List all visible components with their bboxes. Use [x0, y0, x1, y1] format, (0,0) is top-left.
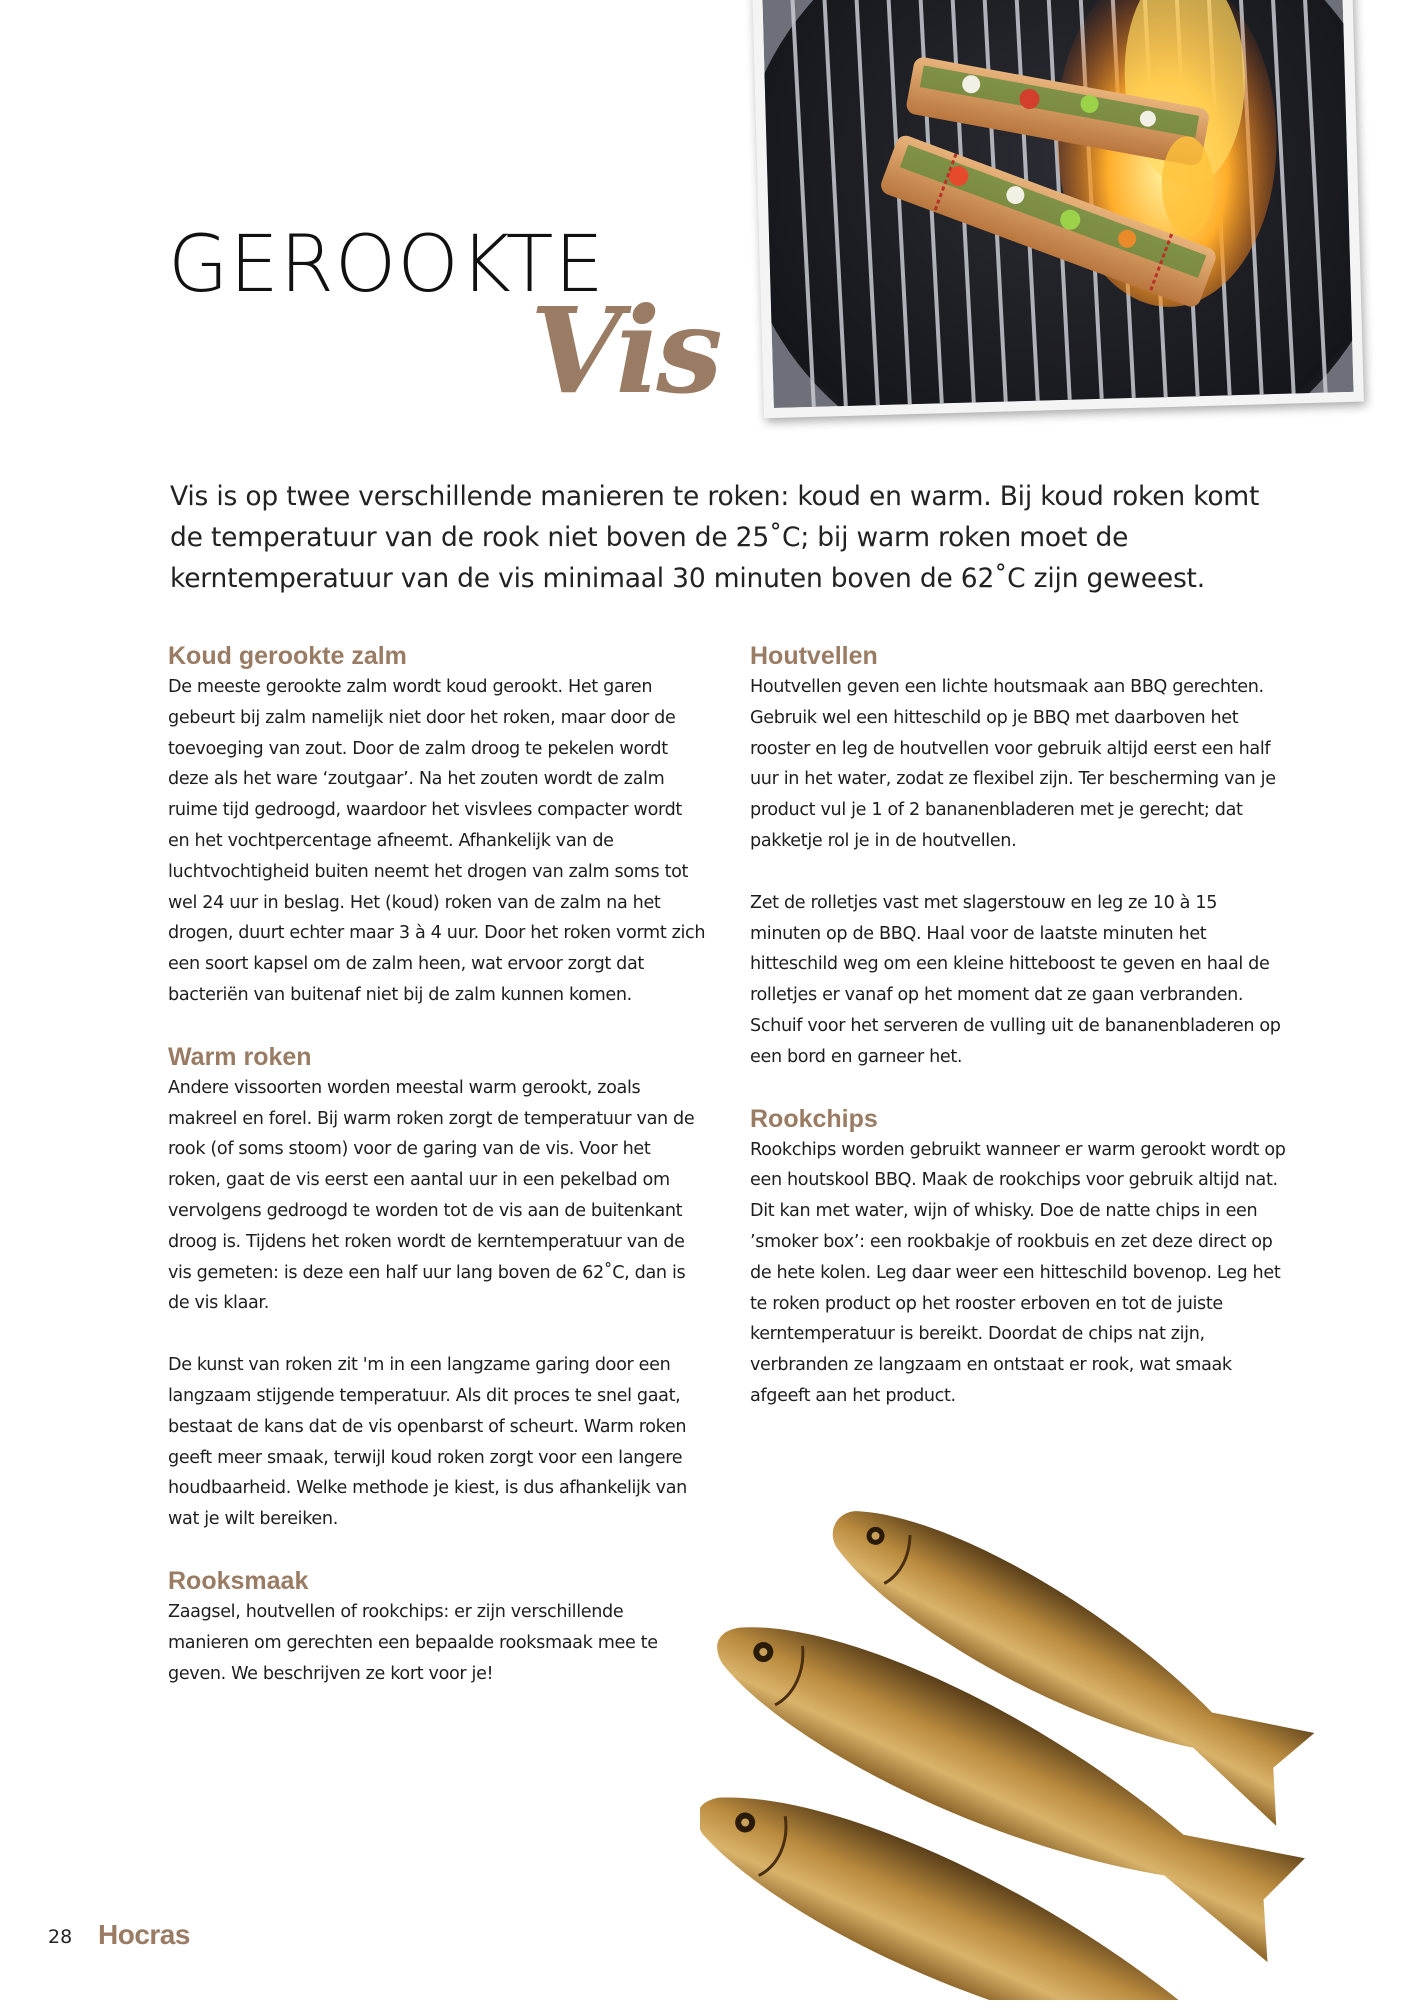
section-text-rooksmaak: Zaagsel, houtvellen of rookchips: er zijn verschillende manieren om gerechten een bepaalde rooksmaak mee te geven. We beschrijven ze kort voor je!	[168, 1601, 658, 1684]
section-text-houtvellen-1: Houtvellen geven een lichte houtsmaak aan BBQ gerechten. Gebruik wel een hitteschild op je BBQ met daarboven het rooster en leg de houtvellen voor gebruik altijd eerst een half uur in het water, zodat ze flexibel zijn. Ter bescherming van je product vul je 1 of 2 bananenbladeren met je gerecht; dat pakketje rol je in de houtvellen.	[750, 677, 1276, 851]
right-column	[750, 640, 1290, 1412]
page-title: GEROOKTE	[168, 220, 605, 310]
section-text-rookchips: Rookchips worden gebruikt wanneer er warm gerookt wordt op een houtskool BBQ. Maak de rookchips voor gebruik altijd nat. Dit kan met water, wijn of whisky. Doe de natte chips in een ’smoker box’: een rookbakje of rookbuis en zet deze direct op de hete kolen. Leg daar weer een hitteschild bovenop. Leg het te roken product op het rooster erboven en tot de juiste kerntemperatuur is bereikt. Doordat de chips nat zijn, verbranden ze langzaam en ontstaat er rook, wat smaak afgeeft aan het product.	[750, 1139, 1286, 1406]
section-text-houtvellen-2: Zet de rolletjes vast met slagerstouw en leg ze 10 à 15 minuten op de BBQ. Haal voor de laatste minuten het hitteschild weg om een kleine hitteboost te geven en haal de rolletjes er vanaf op het moment dat ze gaan verbranden. Schuif voor het serveren de vulling uit de bananenbladeren op een bord en garneer het.	[750, 892, 1281, 1067]
brand-logo: Hocras	[98, 1919, 190, 1950]
section-heading-rooksmaak: Rooksmaak	[168, 1566, 309, 1595]
page-title-script: Vis	[530, 281, 719, 420]
section-heading-rookchips: Rookchips	[750, 1104, 878, 1133]
section-heading-houtvellen: Houtvellen	[750, 642, 878, 670]
section-heading-warm-roken: Warm roken	[168, 1042, 312, 1071]
bbq-photo	[752, 0, 1364, 418]
section-heading-koud-gerookte-zalm: Koud gerookte zalm	[168, 642, 407, 670]
grilled-wood-rolls-image	[762, 0, 1353, 408]
smoked-fish-image	[700, 1480, 1414, 2000]
page-number: 28	[48, 1926, 73, 1948]
intro-paragraph: Vis is op twee verschillende manieren te roken: koud en warm. Bij koud roken komt de temperatuur van de rook niet boven de 25˚C; bij warm roken moet de kerntemperatuur van de vis minimaal 30 minuten boven de 62˚C zijn geweest.	[170, 481, 1260, 594]
smoked-fish-photo	[700, 1480, 1414, 2000]
left-column	[168, 640, 708, 1689]
section-text-warm-roken-1: Andere vissoorten worden meestal warm gerookt, zoals makreel en forel. Bij warm roken zorgt de temperatuur van de rook (of soms stoom) voor de garing van de vis. Voor het roken, gaat de vis eerst een aantal uur in een pekelbad om vervolgens gedroogd te worden tot de vis aan de buitenkant droog is. Tijdens het roken wordt de kerntemperatuur van de vis gemeten: is deze een half uur lang boven de 62˚C, dan is de vis klaar.	[168, 1077, 695, 1314]
section-text-koud-gerookte-zalm: De meeste gerookte zalm wordt koud gerookt. Het garen gebeurt bij zalm namelijk niet door het roken, maar door de toevoeging van zout. Door de zalm droog te pekelen wordt deze als het ware ‘zoutgaar’. Na het zouten wordt de zalm ruime tijd gedroogd, waardoor het visvlees compacter wordt en het vochtpercentage afneemt. Afhankelijk van de luchtvochtigheid buiten neemt het drogen van zalm soms tot wel 24 uur in beslag. Het (koud) roken van de zalm na het drogen, duurt echter maar 3 à 4 uur. Door het roken vormt zich een soort kapsel om de zalm heen, wat ervoor zorgt dat bacteriën van buitenaf niet bij de zalm kunnen komen.	[168, 677, 706, 1005]
section-text-warm-roken-2: De kunst van roken zit 'm in een langzame garing door een langzaam stijgende temperatuur. Als dit proces te snel gaat, bestaat de kans dat de vis openbarst of scheurt. Warm roken geeft meer smaak, terwijl koud roken zorgt voor een langere houdbaarheid. Welke methode je kiest, is dus afhankelijk van wat je wilt bereiken.	[168, 1355, 687, 1530]
